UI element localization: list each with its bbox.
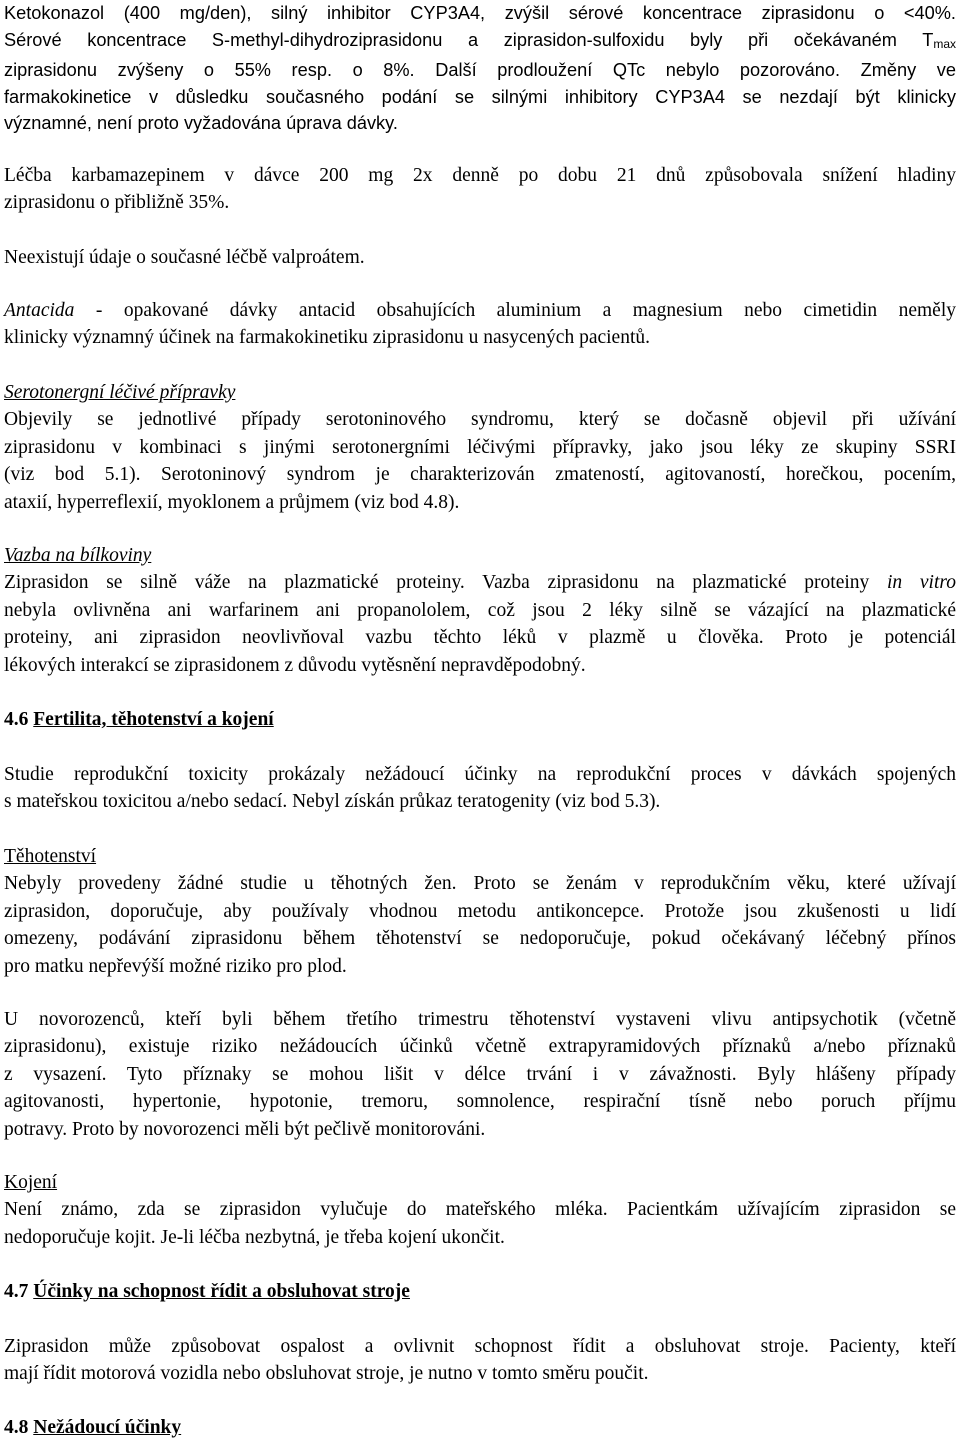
section-4-7-heading <box>4 1278 956 1305</box>
text-line: farmakokinetice v důsledku současného podání se silnými inhibitory CYP3A4 se nezdají být klinicky <box>4 86 956 107</box>
in-vitro-term: in vitro <box>887 572 956 594</box>
section-number: 4.7 <box>4 1281 29 1302</box>
vazba-section <box>4 542 956 679</box>
text-line: agitovanosti, hypertonie, hypotonie, tremoru, somnolence, respirační tísně nebo poruch příjmu <box>4 1091 956 1113</box>
section-4-8-heading <box>4 1414 956 1441</box>
text-line: Ketokonazol (400 mg/den), silný inhibitor CYP3A4, zvýšil sérové koncentrace ziprasidonu o <40%. <box>4 3 956 23</box>
text-line: mají řídit motorová vozidla nebo obsluhovat stroje, je nutno v tomto směru poučit. <box>4 1363 649 1385</box>
text-line: (viz bod 5.1). Serotoninový syndrom je charakterizován zmateností, agitovaností, horečkou, pocením, <box>4 464 956 486</box>
text-span: Sérové koncentrace S-methyl-dihydroziprasidonu a ziprasidon-sulfoxidu byly při očekávaném T <box>4 29 934 50</box>
section-4-6-heading <box>4 706 956 733</box>
text-line: klinicky významný účinek na farmakokinetiku ziprasidonu u nasycených pacientů. <box>4 327 651 349</box>
text-line: Studie reprodukční toxicity prokázaly nežádoucí účinky na reprodukční proces v dávkách spojených <box>4 764 956 785</box>
vazba-heading: Vazba na bílkoviny <box>4 545 152 566</box>
text-line: ataxií, hyperreflexií, myoklonem a průjmem (viz bod 4.8). <box>4 491 460 513</box>
text-line <box>4 569 956 596</box>
text-line <box>4 27 956 58</box>
tehotenstvi-heading: Těhotenství <box>4 846 97 867</box>
karbamazepin-paragraph <box>4 162 956 217</box>
text-line: Není známo, zda se ziprasidon vylučuje do mateřského mléka. Pacientkám užívajícím ziprasidon se <box>4 1199 956 1221</box>
section-title: Účinky na schopnost řídit a obsluhovat stroje <box>33 1281 410 1302</box>
text-line: omezeny, podávání ziprasidonu během těhotenství se nedoporučuje, pokud očekávaný léčebný přínos <box>4 928 956 950</box>
novorozenci-paragraph <box>4 1006 956 1143</box>
kojeni-section <box>4 1169 956 1251</box>
section-heading <box>4 706 956 733</box>
text-line: nebyla ovlivněna ani warfarinem ani propanololem, což jsou 2 léky silně se vázající na plazmatické <box>4 599 956 621</box>
text-line: pro matku nepřevýší možné riziko pro plod. <box>4 955 347 977</box>
section-title: Fertilita, těhotenství a kojení <box>33 709 274 730</box>
text-span: Ziprasidon se silně váže na plazmatické proteiny. Vazba ziprasidonu na plazmatické proteiny <box>4 572 887 594</box>
reprodukcni-paragraph <box>4 761 956 816</box>
ketokonazol-paragraph <box>4 0 956 137</box>
text-line: lékových interakcí se ziprasidonem z důvodu vytěsnění nepravděpodobný. <box>4 654 586 676</box>
text-line: ziprasidon, doporučuje, aby používaly vhodnou metodu antikoncepce. Protože jsou zkušenosti u lidí <box>4 900 956 922</box>
tmax-subscript: max <box>933 36 956 51</box>
section-heading <box>4 1414 956 1441</box>
text-line: nedoporučuje kojit. Je-li léčba nezbytná, je třeba kojení ukončit. <box>4 1226 505 1248</box>
text-line <box>4 297 956 324</box>
rizeni-paragraph <box>4 1333 956 1388</box>
text-line: U novorozenců, kteří byli během třetího trimestru těhotenství vystaveni vlivu antipsychotik (včetně <box>4 1009 956 1030</box>
antacida-paragraph <box>4 297 956 352</box>
text-line: ziprasidonu o přibližně 35%. <box>4 192 230 214</box>
serotonergni-section <box>4 379 956 516</box>
text-line: významné, není proto vyžadována úprava dávky. <box>4 113 398 133</box>
text-line: s mateřskou toxicitou a/nebo sedací. Nebyl získán průkaz teratogenity (viz bod 5.3). <box>4 791 661 813</box>
kojeni-heading: Kojení <box>4 1172 58 1193</box>
text-line: Léčba karbamazepinem v dávce 200 mg 2x denně po dobu 21 dnů způsobovala snížení hladiny <box>4 165 956 186</box>
text-line: Objevily se jednotlivé případy serotoninového syndromu, který se dočasně objevil při užívání <box>4 409 956 431</box>
text-line: ziprasidonu v kombinaci s jinými serotonergními léčivými přípravky, jako jsou léky ze skupiny SSRI <box>4 436 956 458</box>
text-line: ziprasidonu zvýšeny o 55% resp. o 8%. Další prodloužení QTc nebylo pozorováno. Změny ve <box>4 60 956 80</box>
antacida-term: Antacida <box>4 300 75 321</box>
text-line: z vysazení. Tyto příznaky se mohou lišit v délce trvání i v závažnosti. Byly hlášeny případy <box>4 1063 956 1085</box>
valproat-paragraph <box>4 244 956 271</box>
text-line: potravy. Proto by novorozenci měli být pečlivě monitorováni. <box>4 1118 486 1140</box>
tehotenstvi-section <box>4 843 956 980</box>
text-line: Nebyly provedeny žádné studie u těhotných žen. Proto se ženám v reprodukčním věku, které užívají <box>4 873 956 895</box>
serotonergni-heading: Serotonergní léčivé přípravky <box>4 382 236 403</box>
section-number: 4.6 <box>4 709 29 730</box>
section-title: Nežádoucí účinky <box>33 1417 182 1438</box>
section-heading <box>4 1278 956 1305</box>
text-span: - opakované dávky antacid obsahujících aluminium a magnesium nebo cimetidin neměly <box>74 300 956 321</box>
text-line: Neexistují údaje o současné léčbě valproátem. <box>4 247 365 268</box>
text-line: proteiny, ani ziprasidon neovlivňoval vazbu těchto léků v plazmě u člověka. Proto je potenciál <box>4 627 956 649</box>
section-number: 4.8 <box>4 1417 29 1438</box>
text-line: ziprasidonu), existuje riziko nežádoucích účinků včetně extrapyramidových příznaků a/nebo příznaků <box>4 1036 956 1058</box>
text-line: Ziprasidon může způsobovat ospalost a ovlivnit schopnost řídit a obsluhovat stroje. Pacienty, kteří <box>4 1336 956 1357</box>
